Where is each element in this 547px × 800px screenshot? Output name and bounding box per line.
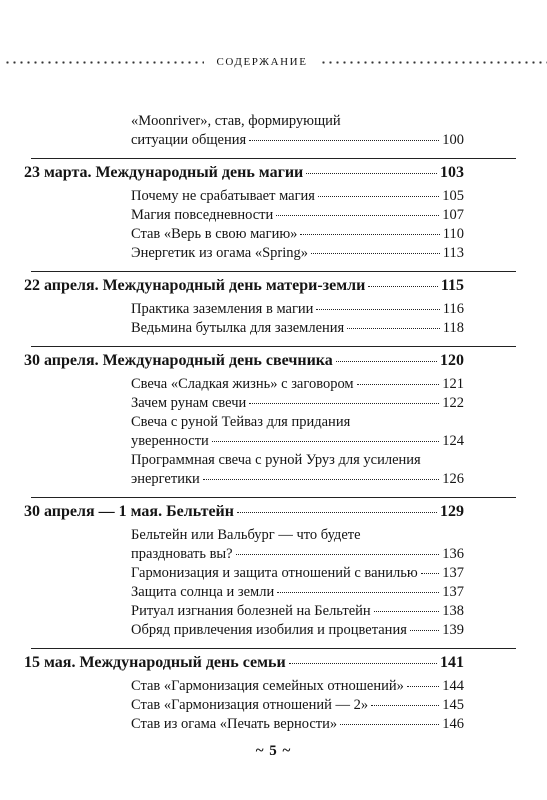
toc-entry[interactable] [131,244,464,263]
toc-entry-text: Магия повседневности [131,207,274,223]
toc-entry[interactable] [131,621,464,640]
toc-entry-text-line1: Свеча с руной Тейваз для придания [131,414,351,430]
dot-leader [277,592,439,593]
dot-leader [249,140,439,141]
toc-section-heading[interactable] [24,272,464,296]
dot-leader [371,705,439,706]
toc-entry-text: Став «Верь в свою магию» [131,226,298,242]
toc-entry-text: Энергетик из огама «Spring» [131,245,309,261]
toc-entry-page: 144 [442,678,464,694]
toc-section-title: 22 апреля. Международный день матери-земли [24,277,366,294]
dot-leader [368,286,438,287]
toc-entry-page: 105 [442,188,464,204]
toc-entry[interactable] [131,413,464,451]
toc-entry-text: Защита солнца и земли [131,584,275,600]
dot-leader [421,573,440,574]
toc-section-title: 30 апреля. Международный день свечника [24,352,333,369]
toc-entry-page: 100 [442,132,464,148]
toc-section-title: 23 марта. Международный день магии [24,164,304,181]
toc-entry-page: 116 [442,301,464,317]
toc-entry[interactable] [131,564,464,583]
toc-entry-text: уверенности [131,433,209,449]
toc-entry-text: Став «Гармонизация семейных отношений» [131,678,404,694]
header-dotted-rule-right [320,61,547,64]
toc-entry-page: 139 [442,622,464,638]
toc-section-title: 30 апреля — 1 мая. Бельтейн [24,503,234,520]
toc-entry-text: Обряд привлечения изобилия и процветания [131,622,407,638]
toc-entry-text: энергетики [131,471,200,487]
dot-leader [212,441,439,442]
dot-leader [318,196,439,197]
toc-entry[interactable] [131,602,464,621]
dot-leader [203,479,439,480]
dot-leader [407,686,439,687]
dot-leader [357,384,440,385]
toc-entry[interactable] [131,319,464,338]
toc-entry-text: Практика заземления в магии [131,301,314,317]
toc-section [24,648,516,742]
toc-section-heading[interactable] [24,159,464,183]
toc-section [24,497,516,648]
toc-intro-section [31,100,516,158]
toc-section-heading[interactable] [24,649,464,673]
toc-entry-text-line1: Бельтейн или Вальбург — что будете [131,527,361,543]
toc-entry[interactable] [131,696,464,715]
dot-leader [289,663,437,664]
toc-entry-page: 137 [442,565,464,581]
toc-entry-page: 118 [442,320,464,336]
toc-section-heading[interactable] [24,498,464,522]
dot-leader [276,215,439,216]
toc-entry-page: 124 [442,433,464,449]
toc-entry[interactable] [131,300,464,319]
toc-entry-text: Гармонизация и защита отношений с ванилью [131,565,418,581]
toc-entry[interactable] [131,526,464,564]
toc-entry-page: 146 [442,716,464,732]
toc-entry-text: праздновать вы? [131,546,233,562]
toc-entry-text: Став из огама «Печать верности» [131,716,338,732]
toc-entry-text-line1: Программная свеча с руной Уруз для усиления [131,452,421,468]
toc-entry-text: Ведьмина бутылка для заземления [131,320,345,336]
toc-entry[interactable] [131,715,464,734]
dot-leader [306,173,437,174]
toc-entry-text: Став «Гармонизация отношений — 2» [131,697,369,713]
toc-entry[interactable] [131,451,464,489]
toc-entry-text: Почему не срабатывает магия [131,188,315,204]
toc-entry-page: 138 [442,603,464,619]
toc-section-page: 120 [440,352,464,369]
toc-entry[interactable] [131,583,464,602]
toc-entry-page: 126 [442,471,464,487]
toc-section [24,271,516,346]
toc-section-page: 141 [440,654,464,671]
toc-entry[interactable] [131,394,464,413]
toc-section-title: 15 мая. Международный день семьи [24,654,286,671]
toc-entry[interactable] [131,187,464,206]
toc-section-page: 129 [440,503,464,520]
toc-entry[interactable] [131,677,464,696]
toc-entry-page: 107 [442,207,464,223]
toc-entry-page: 122 [442,395,464,411]
toc-entry-page: 145 [442,697,464,713]
toc-entry-page: 136 [442,546,464,562]
dot-leader [311,253,440,254]
dot-leader [336,361,437,362]
dot-leader [347,328,440,329]
dot-leader [249,403,439,404]
toc-entry[interactable] [131,225,464,244]
dot-leader [316,309,439,310]
toc-entry[interactable] [131,375,464,394]
toc-section [24,158,516,271]
toc-section-page: 115 [440,277,464,294]
header-dotted-rule-left [4,61,204,64]
toc-entry-page: 110 [442,226,464,242]
dot-leader [300,234,439,235]
dot-leader [340,724,439,725]
running-header [0,54,547,70]
dot-leader [374,611,440,612]
toc-section-page: 103 [440,164,464,181]
toc-entry-text: Зачем рунам свечи [131,395,247,411]
toc-entry-text: Ритуал изгнания болезней на Бельтейн [131,603,371,619]
dot-leader [410,630,439,631]
toc-entry-page: 121 [442,376,464,392]
toc-entry-text: ситуации общения [131,132,247,148]
table-of-contents [0,100,547,742]
header-title: СОДЕРЖАНИЕ [216,56,308,68]
toc-entry-page: 137 [442,584,464,600]
toc-section-heading[interactable] [24,347,464,371]
toc-section [24,346,516,497]
toc-entry-page: 113 [442,245,464,261]
toc-entry[interactable] [131,206,464,225]
dot-leader [237,512,437,513]
toc-entry-text: Свеча «Сладкая жизнь» с заговором [131,376,354,392]
toc-entry-text-line1: «Moonriver», став, формирующий [131,113,341,129]
toc-entry[interactable] [131,112,464,150]
dot-leader [236,554,440,555]
page-number: ~ 5 ~ [255,743,292,759]
